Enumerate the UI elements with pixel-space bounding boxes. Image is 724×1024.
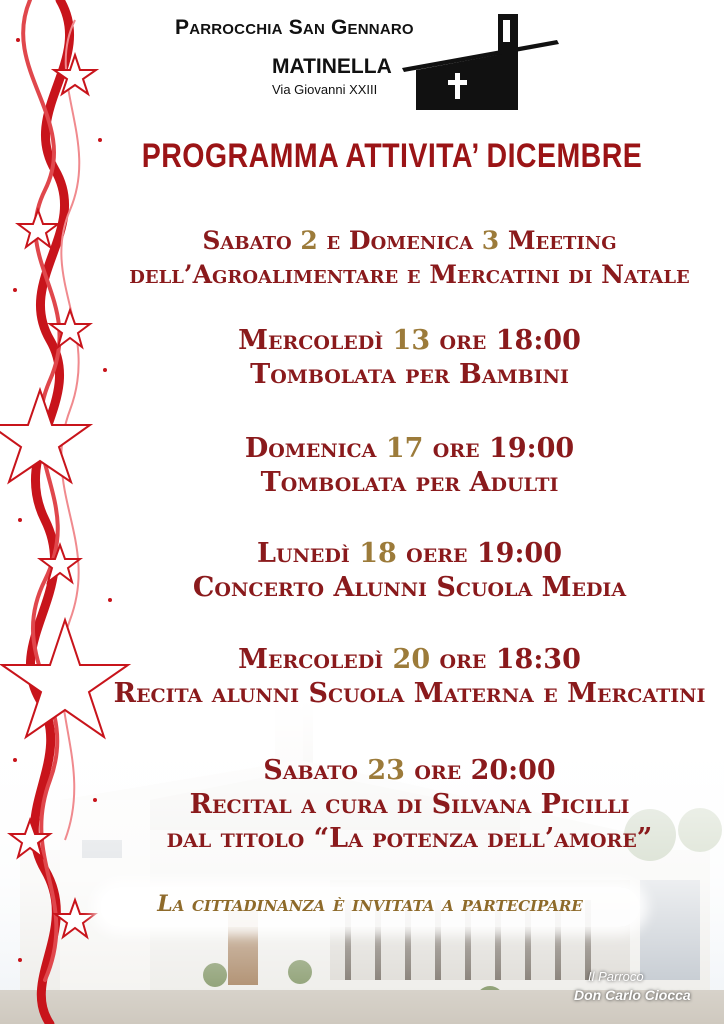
event-date-line: Domenica 17 ore 19:00: [244, 433, 575, 464]
signature-role: Il Parroco: [588, 969, 644, 984]
event-description: Concerto Alunni Scuola Media: [192, 572, 627, 603]
street-address: Via Giovanni XXIII: [272, 82, 378, 97]
event-item: [95, 432, 724, 500]
event-date-line: Mercoledì 20 ore 18:30: [238, 644, 581, 675]
event-description: dell’Agroalimentare e Mercatini di Natale: [129, 260, 690, 289]
invite-text: La cittadinanza è invitata a partecipare: [157, 891, 583, 917]
signature-name: Don Carlo Ciocca: [574, 987, 691, 1003]
event-description: dal titolo “La potenza dell’amore”: [166, 823, 653, 854]
event-date-line: Sabato 2 e Domenica 3 Meeting: [202, 226, 617, 255]
town-name: MATINELLA: [272, 55, 392, 78]
event-description: Recita alunni Scuola Materna e Mercatini: [113, 678, 706, 709]
event-item: [95, 324, 724, 392]
church-logo-icon: [402, 10, 562, 120]
parish-name: Parrocchia San Gennaro: [175, 16, 414, 39]
event-description: Tombolata per Adulti: [260, 467, 559, 498]
event-date-line: Sabato 23 ore 20:00: [263, 755, 556, 786]
event-date-line: Mercoledì 13 ore 18:00: [238, 325, 581, 356]
event-item: [95, 224, 724, 292]
event-item: [95, 537, 724, 605]
page-title: PROGRAMMA ATTIVITA’ DICEMBRE: [141, 137, 643, 175]
event-date-line: Lunedì 18 oere 19:00: [257, 538, 562, 569]
event-item: [95, 754, 724, 856]
event-description: Tombolata per Bambini: [250, 359, 569, 390]
event-description: Recital a cura di Silvana Picilli: [189, 789, 630, 820]
event-item: [95, 643, 724, 711]
